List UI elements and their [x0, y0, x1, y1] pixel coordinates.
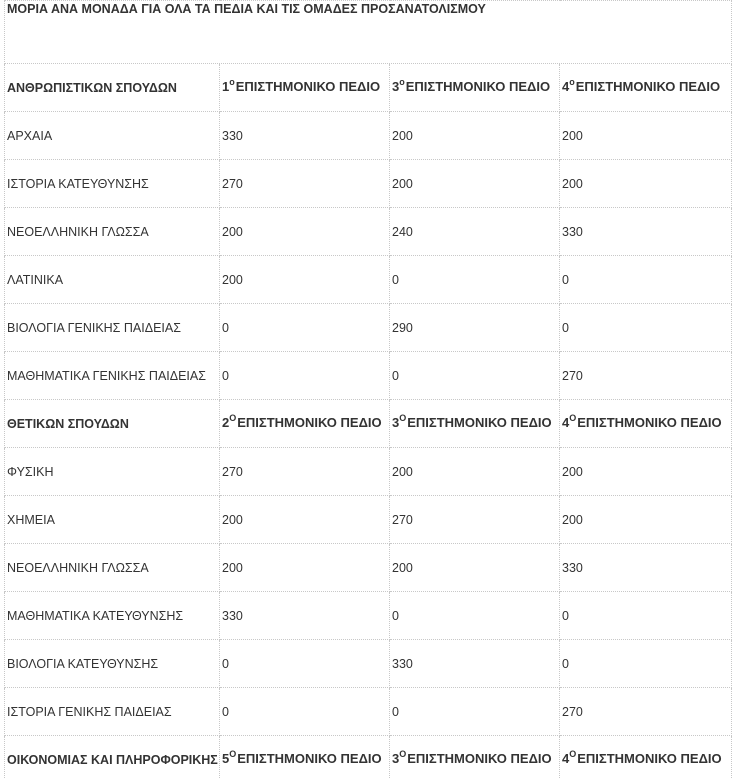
- table-row: [5, 496, 732, 544]
- points-cell: 200: [390, 448, 560, 496]
- points-cell: 200: [390, 160, 560, 208]
- field-label: ΕΠΙΣΤΗΜΟΝΙΚΟ ΠΕΔΙΟ: [577, 751, 722, 766]
- table-row: [5, 592, 732, 640]
- points-cell: 290: [390, 304, 560, 352]
- field-ordinal: Ο: [569, 749, 577, 759]
- points-cell: 200: [560, 496, 732, 544]
- subject-cell: ΧΗΜΕΙΑ: [5, 496, 220, 544]
- points-cell: 270: [560, 352, 732, 400]
- subject-cell: ΙΣΤΟΡΙΑ ΚΑΤΕΥΘΥΝΣΗΣ: [5, 160, 220, 208]
- table-row: [5, 304, 732, 352]
- points-cell: 200: [220, 544, 390, 592]
- group-header-row: [5, 400, 732, 448]
- field-label: ΕΠΙΣΤΗΜΟΝΙΚΟ ΠΕΔΙΟ: [575, 79, 721, 94]
- points-cell: 0: [560, 304, 732, 352]
- points-cell: 200: [220, 208, 390, 256]
- table-row: [5, 112, 732, 160]
- field-label: ΕΠΙΣΤΗΜΟΝΙΚΟ ΠΕΔΙΟ: [237, 415, 382, 430]
- group-header-row: [5, 736, 732, 778]
- points-table-body: [5, 1, 732, 778]
- group-name: ΑΝΘΡΩΠΙΣΤΙΚΩΝ ΣΠΟΥΔΩΝ: [5, 64, 220, 112]
- field-header: [390, 64, 560, 112]
- points-cell: 200: [560, 160, 732, 208]
- points-cell: 0: [560, 640, 732, 688]
- group-name: ΘΕΤΙΚΩΝ ΣΠΟΥΔΩΝ: [5, 400, 220, 448]
- field-number: 3: [392, 751, 400, 766]
- field-ordinal: ο: [399, 77, 405, 87]
- field-ordinal: Ο: [399, 749, 407, 759]
- group-header-row: [5, 64, 732, 112]
- field-header: [560, 64, 732, 112]
- field-label: ΕΠΙΣΤΗΜΟΝΙΚΟ ΠΕΔΙΟ: [407, 415, 552, 430]
- page-title: ΜΟΡΙΑ ΑΝΑ ΜΟΝΑΔΑ ΓΙΑ ΟΛΑ ΤΑ ΠΕΔΙΑ ΚΑΙ ΤΙΣ ΟΜΑΔΕΣ ΠΡΟΣΑΝΑΤΟΛΙΣΜΟΥ: [5, 1, 732, 64]
- table-row: [5, 544, 732, 592]
- subject-cell: ΝΕΟΕΛΛΗΝΙΚΗ ΓΛΩΣΣΑ: [5, 544, 220, 592]
- points-cell: 270: [220, 448, 390, 496]
- field-ordinal: Ο: [229, 413, 237, 423]
- points-cell: 200: [220, 496, 390, 544]
- field-header: [560, 400, 732, 448]
- table-row: [5, 688, 732, 736]
- points-cell: 0: [560, 592, 732, 640]
- points-cell: 200: [560, 112, 732, 160]
- points-cell: 200: [220, 256, 390, 304]
- subject-cell: ΙΣΤΟΡΙΑ ΓΕΝΙΚΗΣ ΠΑΙΔΕΙΑΣ: [5, 688, 220, 736]
- field-label: ΕΠΙΣΤΗΜΟΝΙΚΟ ΠΕΔΙΟ: [577, 415, 722, 430]
- points-cell: 330: [390, 640, 560, 688]
- points-cell: 330: [220, 112, 390, 160]
- field-header: [220, 400, 390, 448]
- subject-cell: ΜΑΘΗΜΑΤΙΚΑ ΓΕΝΙΚΗΣ ΠΑΙΔΕΙΑΣ: [5, 352, 220, 400]
- table-row: [5, 448, 732, 496]
- field-label: ΕΠΙΣΤΗΜΟΝΙΚΟ ΠΕΔΙΟ: [407, 751, 552, 766]
- table-row: [5, 352, 732, 400]
- points-cell: 0: [390, 688, 560, 736]
- field-ordinal: Ο: [399, 413, 407, 423]
- field-number: 4: [562, 415, 570, 430]
- field-ordinal: Ο: [569, 413, 577, 423]
- field-label: ΕΠΙΣΤΗΜΟΝΙΚΟ ΠΕΔΙΟ: [237, 751, 382, 766]
- title-row: [5, 1, 732, 64]
- field-label: ΕΠΙΣΤΗΜΟΝΙΚΟ ΠΕΔΙΟ: [405, 79, 551, 94]
- table-row: [5, 256, 732, 304]
- subject-cell: ΒΙΟΛΟΓΙΑ ΚΑΤΕΥΘΥΝΣΗΣ: [5, 640, 220, 688]
- field-label: ΕΠΙΣΤΗΜΟΝΙΚΟ ΠΕΔΙΟ: [235, 79, 381, 94]
- table-row: [5, 208, 732, 256]
- points-cell: 330: [220, 592, 390, 640]
- points-cell: 330: [560, 544, 732, 592]
- points-cell: 0: [560, 256, 732, 304]
- subject-cell: ΛΑΤΙΝΙΚΑ: [5, 256, 220, 304]
- points-cell: 270: [220, 160, 390, 208]
- table-row: [5, 160, 732, 208]
- field-header: [220, 64, 390, 112]
- field-header: [560, 736, 732, 778]
- field-header: [390, 736, 560, 778]
- points-cell: 0: [390, 592, 560, 640]
- points-cell: 200: [390, 112, 560, 160]
- field-header: [220, 736, 390, 778]
- field-header: [390, 400, 560, 448]
- field-number: 4: [562, 751, 570, 766]
- field-number: 5: [222, 751, 230, 766]
- subject-cell: ΒΙΟΛΟΓΙΑ ΓΕΝΙΚΗΣ ΠΑΙΔΕΙΑΣ: [5, 304, 220, 352]
- subject-cell: ΑΡΧΑΙΑ: [5, 112, 220, 160]
- subject-cell: ΜΑΘΗΜΑΤΙΚΑ ΚΑΤΕΥΘΥΝΣΗΣ: [5, 592, 220, 640]
- points-cell: 270: [390, 496, 560, 544]
- field-number: 4: [562, 79, 570, 94]
- field-ordinal: Ο: [229, 749, 237, 759]
- points-cell: 0: [220, 640, 390, 688]
- points-table: [4, 0, 732, 778]
- points-cell: 200: [390, 544, 560, 592]
- field-ordinal: ο: [229, 77, 235, 87]
- group-name: ΟΙΚΟΝΟΜΙΑΣ ΚΑΙ ΠΛΗΡΟΦΟΡΙΚΗΣ: [5, 736, 220, 778]
- field-number: 3: [392, 415, 400, 430]
- points-cell: 200: [560, 448, 732, 496]
- table-row: [5, 640, 732, 688]
- field-number: 3: [392, 79, 400, 94]
- points-cell: 270: [560, 688, 732, 736]
- field-number: 1: [222, 79, 230, 94]
- points-cell: 0: [390, 352, 560, 400]
- subject-cell: ΝΕΟΕΛΛΗΝΙΚΗ ΓΛΩΣΣΑ: [5, 208, 220, 256]
- points-cell: 0: [220, 688, 390, 736]
- points-cell: 240: [390, 208, 560, 256]
- points-cell: 0: [220, 352, 390, 400]
- field-number: 2: [222, 415, 230, 430]
- points-cell: 0: [220, 304, 390, 352]
- subject-cell: ΦΥΣΙΚΗ: [5, 448, 220, 496]
- points-cell: 330: [560, 208, 732, 256]
- points-cell: 0: [390, 256, 560, 304]
- field-ordinal: ο: [569, 77, 575, 87]
